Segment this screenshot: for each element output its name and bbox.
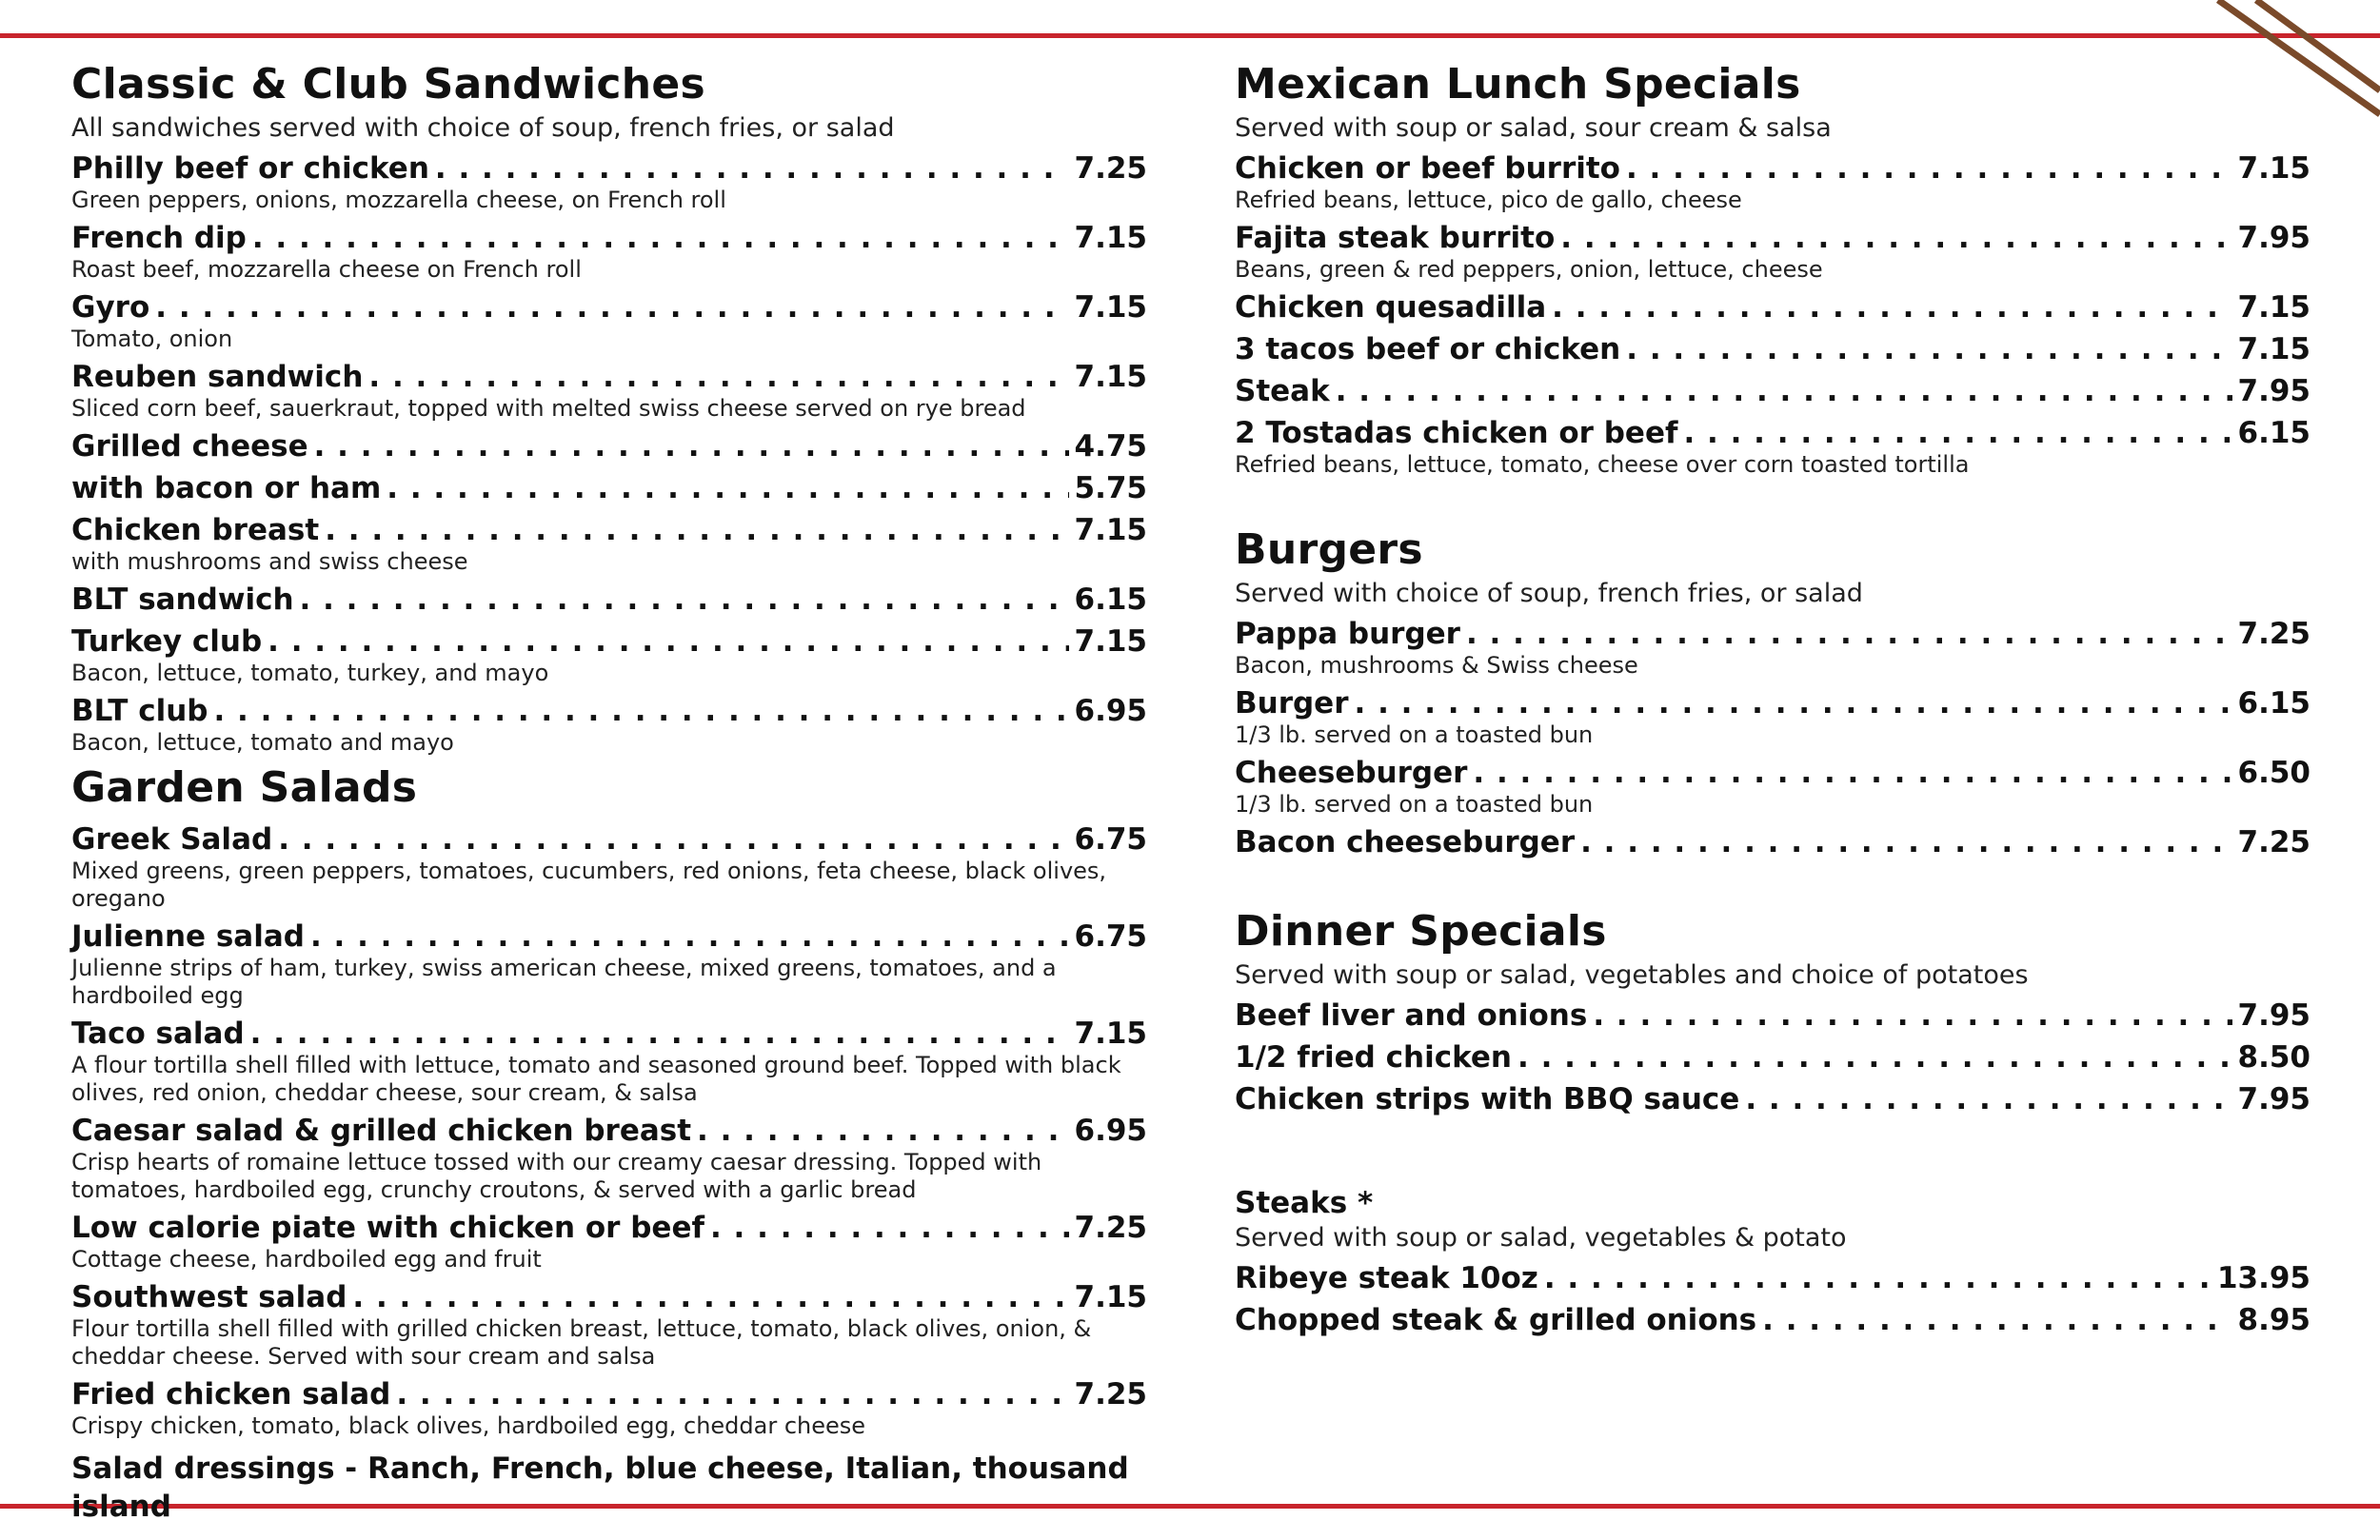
section-title: Garden Salads xyxy=(71,763,418,812)
menu-item xyxy=(71,359,1147,423)
menu-item-price: 6.95 xyxy=(1074,1114,1147,1148)
menu-item-name: Beef liver and onions xyxy=(1235,998,1588,1033)
menu-item-name: Pappa burger xyxy=(1235,617,1460,651)
menu-item-price: 5.75 xyxy=(1074,471,1147,505)
menu-item-row xyxy=(1235,373,2311,409)
menu-item xyxy=(1235,1039,2311,1076)
menu-item-name: Turkey club xyxy=(71,624,263,659)
menu-item-row xyxy=(71,693,1147,729)
menu-item-row xyxy=(71,359,1147,395)
menu-item-price: 6.50 xyxy=(2237,756,2311,790)
dot-leader xyxy=(250,1016,1069,1052)
menu-item-description: Beans, green & red peppers, onion, lettuce, cheese xyxy=(1235,256,1823,283)
menu-item-row xyxy=(1235,220,2311,256)
dot-leader xyxy=(435,150,1069,187)
menu-item-name: Fried chicken salad xyxy=(71,1377,391,1412)
dinner-section xyxy=(1235,904,2311,1117)
section-title: Steaks * xyxy=(1235,1186,1374,1220)
menu-item-row xyxy=(1235,755,2311,791)
menu-item-row xyxy=(71,289,1147,326)
menu-item-row xyxy=(71,1113,1147,1149)
sandwich-list xyxy=(71,150,1147,757)
menu-item xyxy=(1235,1081,2311,1117)
menu-item-name: Gyro xyxy=(71,290,150,325)
dot-leader xyxy=(396,1376,1068,1412)
menu-item-price: 6.75 xyxy=(1074,919,1147,954)
menu-item-description: Refried beans, lettuce, tomato, cheese over corn toasted tortilla xyxy=(1235,451,1970,478)
menu-item-name: Bacon cheeseburger xyxy=(1235,825,1576,859)
dot-leader xyxy=(710,1210,1069,1246)
menu-item-row xyxy=(1235,1039,2311,1076)
dot-leader xyxy=(1473,755,2231,791)
dot-leader xyxy=(1544,1260,2211,1296)
menu-item-price: 6.15 xyxy=(2237,416,2311,450)
menu-item-row xyxy=(1235,289,2311,326)
top-rule xyxy=(0,33,2380,38)
menu-item-row xyxy=(1235,616,2311,652)
menu-item-name: Southwest salad xyxy=(71,1280,347,1314)
menu-item xyxy=(71,470,1147,506)
menu-item-description: Bacon, lettuce, tomato, turkey, and mayo xyxy=(71,660,549,686)
menu-item-name: BLT club xyxy=(71,694,208,728)
menu-item-row xyxy=(71,470,1147,506)
menu-item-name: Fajita steak burrito xyxy=(1235,221,1556,255)
menu-item-name: Chicken or beef burrito xyxy=(1235,151,1620,186)
menu-item-row xyxy=(1235,415,2311,451)
menu-item-description: with mushrooms and swiss cheese xyxy=(71,548,468,575)
menu-item-price: 7.95 xyxy=(2237,221,2311,255)
menu-item-name: 3 tacos beef or chicken xyxy=(1235,332,1621,366)
menu-item-price: 7.15 xyxy=(1074,221,1147,255)
dot-leader xyxy=(1466,616,2232,652)
salad-dressings-note: Salad dressings - Ranch, French, blue cheese, Italian, thousand island xyxy=(71,1451,1129,1524)
mexican-list xyxy=(1235,150,2311,479)
menu-item-price: 13.95 xyxy=(2216,1261,2311,1295)
menu-item-name: Chicken quesadilla xyxy=(1235,290,1547,325)
menu-item-price: 7.25 xyxy=(1074,1377,1147,1412)
menu-item-price: 7.15 xyxy=(2237,332,2311,366)
dot-leader xyxy=(1593,997,2231,1034)
dot-leader xyxy=(1355,685,2232,721)
menu-item xyxy=(71,220,1147,284)
section-subtitle: Served with choice of soup, french fries, or salad xyxy=(1235,579,1863,608)
section-subtitle: Served with soup or salad, sour cream & salsa xyxy=(1235,113,1832,143)
menu-item xyxy=(1235,331,2311,367)
dot-leader xyxy=(1745,1081,2231,1117)
salad-list xyxy=(71,821,1147,1440)
menu-item-name: Grilled cheese xyxy=(71,429,308,464)
section-title: Burgers xyxy=(1235,525,1423,574)
menu-item-description: Crisp hearts of romaine lettuce tossed with our creamy caesar dressing. Topped with tomatoes, hardboiled egg, crunchy croutons, & served with a garlic bread xyxy=(71,1149,1042,1203)
dot-leader xyxy=(1626,331,2231,367)
menu-item-price: 6.75 xyxy=(1074,822,1147,857)
menu-item-description: Julienne strips of ham, turkey, swiss american cheese, mixed greens, tomatoes, and a hardboiled egg xyxy=(71,955,1057,1009)
menu-item xyxy=(1235,685,2311,749)
salads-section xyxy=(71,760,1147,1526)
menu-item-name: Taco salad xyxy=(71,1017,245,1051)
menu-item xyxy=(1235,150,2311,214)
menu-item-price: 7.25 xyxy=(2237,825,2311,859)
menu-item-price: 7.95 xyxy=(2237,374,2311,408)
dot-leader xyxy=(268,623,1068,660)
menu-item xyxy=(71,1016,1147,1107)
menu-item xyxy=(1235,755,2311,819)
steaks-section xyxy=(1235,1184,2311,1338)
menu-item-price: 8.50 xyxy=(2237,1040,2311,1075)
menu-item-price: 7.15 xyxy=(1074,624,1147,659)
menu-item-name: Chicken strips with BBQ sauce xyxy=(1235,1082,1740,1116)
menu-item-row xyxy=(1235,997,2311,1034)
menu-item-description: Mixed greens, green peppers, tomatoes, cucumbers, red onions, feta cheese, black olives, oregano xyxy=(71,858,1107,912)
menu-item-row xyxy=(1235,331,2311,367)
menu-item-row xyxy=(71,623,1147,660)
menu-item-price: 7.15 xyxy=(1074,1017,1147,1051)
dot-leader xyxy=(697,1113,1068,1149)
dot-leader xyxy=(310,918,1069,955)
steak-list xyxy=(1235,1260,2311,1338)
menu-item-row xyxy=(71,1279,1147,1315)
dot-leader xyxy=(1683,415,2231,451)
menu-item-description: 1/3 lb. served on a toasted bun xyxy=(1235,721,1594,748)
menu-item xyxy=(1235,373,2311,409)
menu-item-description: 1/3 lb. served on a toasted bun xyxy=(1235,791,1594,818)
menu-item-name: Chicken breast xyxy=(71,513,320,547)
menu-item-row xyxy=(1235,824,2311,860)
menu-item xyxy=(71,512,1147,576)
menu-item xyxy=(1235,616,2311,680)
menu-item-name: Low calorie piate with chicken or beef xyxy=(71,1211,704,1245)
menu-item-price: 7.25 xyxy=(2237,617,2311,651)
menu-item-row xyxy=(1235,150,2311,187)
menu-item-name: Julienne salad xyxy=(71,919,305,954)
menu-item-description: Refried beans, lettuce, pico de gallo, cheese xyxy=(1235,187,1742,213)
section-subtitle: All sandwiches served with choice of soup, french fries, or salad xyxy=(71,113,895,143)
menu-item-row xyxy=(1235,1302,2311,1338)
menu-item-name: 1/2 fried chicken xyxy=(1235,1040,1512,1075)
menu-item-row xyxy=(71,1210,1147,1246)
dot-leader xyxy=(213,693,1068,729)
menu-item xyxy=(71,1376,1147,1440)
menu-item xyxy=(1235,220,2311,284)
menu-item xyxy=(71,821,1147,913)
menu-item-price: 7.15 xyxy=(1074,360,1147,394)
dot-leader xyxy=(1336,373,2232,409)
dot-leader xyxy=(300,582,1069,618)
menu-item-row xyxy=(1235,1260,2311,1296)
menu-item-description: Green peppers, onions, mozzarella cheese, on French roll xyxy=(71,187,726,213)
menu-item-price: 7.15 xyxy=(1074,290,1147,325)
dot-leader xyxy=(352,1279,1068,1315)
menu-item xyxy=(71,1279,1147,1371)
menu-item-description: Bacon, mushrooms & Swiss cheese xyxy=(1235,652,1638,679)
menu-item-price: 7.15 xyxy=(2237,290,2311,325)
dot-leader xyxy=(1560,220,2231,256)
section-title: Mexican Lunch Specials xyxy=(1235,60,1801,109)
menu-item xyxy=(71,582,1147,618)
menu-item-price: 7.95 xyxy=(2237,1082,2311,1116)
menu-item xyxy=(1235,824,2311,860)
dot-leader xyxy=(1552,289,2231,326)
burger-list xyxy=(1235,616,2311,860)
menu-item-description: Tomato, onion xyxy=(71,326,233,352)
menu-item-row xyxy=(71,428,1147,464)
menu-item-price: 7.25 xyxy=(1074,1211,1147,1245)
menu-item-row xyxy=(71,821,1147,858)
menu-item xyxy=(71,1113,1147,1204)
menu-item xyxy=(71,623,1147,687)
menu-item-name: Philly beef or chicken xyxy=(71,151,429,186)
section-subtitle: Served with soup or salad, vegetables and choice of potatoes xyxy=(1235,960,2029,990)
menu-item-name: Ribeye steak 10oz xyxy=(1235,1261,1538,1295)
menu-item xyxy=(71,428,1147,464)
dot-leader xyxy=(325,512,1068,548)
menu-item xyxy=(71,1210,1147,1273)
menu-item xyxy=(1235,415,2311,479)
menu-item-name: Greek Salad xyxy=(71,822,273,857)
menu-item-name: Caesar salad & grilled chicken breast xyxy=(71,1114,692,1148)
menu-item-row xyxy=(71,1376,1147,1412)
menu-item-description: Bacon, lettuce, tomato and mayo xyxy=(71,729,454,756)
menu-item-row xyxy=(1235,1081,2311,1117)
menu-item xyxy=(71,918,1147,1010)
mexican-section xyxy=(1235,57,2311,479)
left-column xyxy=(71,57,1147,1526)
menu-item-row xyxy=(71,220,1147,256)
menu-item-price: 7.15 xyxy=(1074,1280,1147,1314)
menu-item xyxy=(1235,1302,2311,1338)
menu-item-name: 2 Tostadas chicken or beef xyxy=(1235,416,1678,450)
menu-item-row xyxy=(71,512,1147,548)
menu-item-name: Steak xyxy=(1235,374,1330,408)
menu-item xyxy=(1235,289,2311,326)
dot-leader xyxy=(155,289,1068,326)
dot-leader xyxy=(1626,150,2232,187)
dot-leader xyxy=(1580,824,2231,860)
menu-item xyxy=(1235,1260,2311,1296)
menu-item-name: Chopped steak & grilled onions xyxy=(1235,1303,1757,1337)
menu-item-price: 8.95 xyxy=(2237,1303,2311,1337)
section-subtitle: Served with soup or salad, vegetables & potato xyxy=(1235,1223,1847,1253)
menu-item-description: Flour tortilla shell filled with grilled chicken breast, lettuce, tomato, black olives, onion, & cheddar cheese. Served with sour cream and salsa xyxy=(71,1315,1092,1370)
menu-item xyxy=(1235,997,2311,1034)
menu-item-name: Reuben sandwich xyxy=(71,360,364,394)
dot-leader xyxy=(1517,1039,2232,1076)
menu-item-description: Cottage cheese, hardboiled egg and fruit xyxy=(71,1246,542,1273)
sandwiches-section xyxy=(71,57,1147,757)
menu-item-description: Sliced corn beef, sauerkraut, topped with melted swiss cheese served on rye bread xyxy=(71,395,1026,422)
menu-item-description: Crispy chicken, tomato, black olives, hardboiled egg, cheddar cheese xyxy=(71,1412,866,1439)
menu-item-name: with bacon or ham xyxy=(71,471,382,505)
menu-item-name: Burger xyxy=(1235,686,1349,721)
menu-item-row xyxy=(71,150,1147,187)
menu-item-price: 6.15 xyxy=(1074,582,1147,617)
menu-item-price: 7.25 xyxy=(1074,151,1147,186)
menu-item-price: 7.15 xyxy=(2237,151,2311,186)
menu-item-price: 6.95 xyxy=(1074,694,1147,728)
dinner-list xyxy=(1235,997,2311,1117)
dot-leader xyxy=(368,359,1068,395)
menu-item-name: Cheeseburger xyxy=(1235,756,1468,790)
menu-item-price: 7.15 xyxy=(1074,513,1147,547)
menu-item xyxy=(71,693,1147,757)
menu-item-row xyxy=(71,582,1147,618)
dot-leader xyxy=(278,821,1068,858)
menu-item xyxy=(71,150,1147,214)
menu-item-description: A flour tortilla shell filled with lettuce, tomato and seasoned ground beef. Topped with black olives, red onion, cheddar cheese, sour cream, & salsa xyxy=(71,1052,1121,1106)
dot-leader xyxy=(1762,1302,2231,1338)
dot-leader xyxy=(314,428,1069,464)
menu-item-name: BLT sandwich xyxy=(71,582,294,617)
menu-item-row xyxy=(71,1016,1147,1052)
menu-item-description: Roast beef, mozzarella cheese on French roll xyxy=(71,256,582,283)
dot-leader xyxy=(387,470,1068,506)
menu-item xyxy=(71,289,1147,353)
menu-item-name: French dip xyxy=(71,221,247,255)
menu-item-price: 6.15 xyxy=(2237,686,2311,721)
burgers-section xyxy=(1235,523,2311,860)
section-title: Classic & Club Sandwiches xyxy=(71,60,705,109)
right-column xyxy=(1235,57,2311,1338)
section-title: Dinner Specials xyxy=(1235,907,1607,956)
menu-item-price: 7.95 xyxy=(2237,998,2311,1033)
menu-item-row xyxy=(71,918,1147,955)
dot-leader xyxy=(252,220,1069,256)
menu-item-row xyxy=(1235,685,2311,721)
menu-item-price: 4.75 xyxy=(1074,429,1147,464)
